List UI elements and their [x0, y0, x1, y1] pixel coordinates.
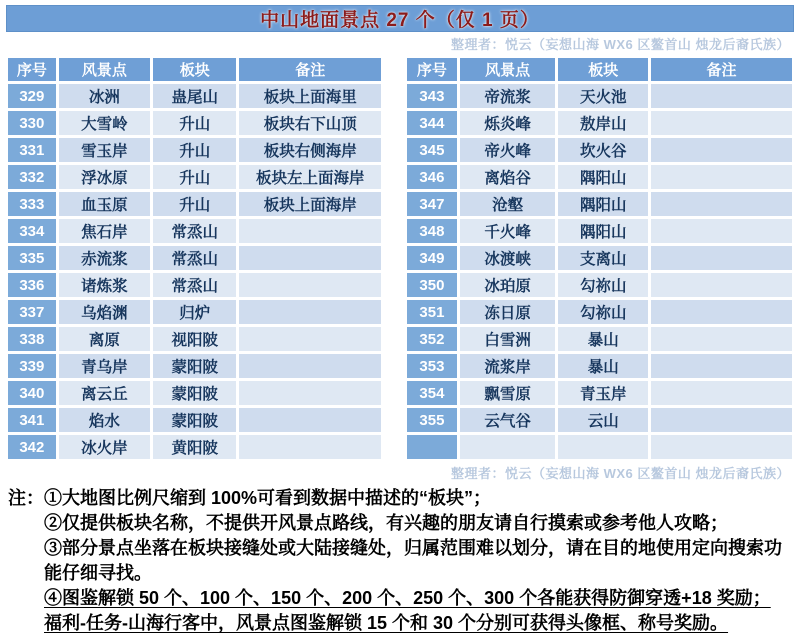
- table-row: [407, 138, 792, 162]
- left-cell-note: 板块右下山顶: [239, 111, 381, 135]
- right-cell-note: [651, 111, 792, 135]
- left-cell-spot: 诸炼浆: [59, 273, 150, 297]
- left-cell-area: 升山: [153, 111, 236, 135]
- right-cell-no: 345: [407, 138, 457, 162]
- right-cell-no: 343: [407, 84, 457, 108]
- left-cell-note: 板块右侧海岸: [239, 138, 381, 162]
- left-cell-spot: 离云丘: [59, 381, 150, 405]
- left-cell-no: 336: [8, 273, 56, 297]
- right-table: [404, 55, 795, 462]
- right-header-area: 板块: [558, 58, 648, 81]
- right-cell-spot: 冰渡峡: [460, 246, 556, 270]
- left-cell-note: 板块上面海里: [239, 84, 381, 108]
- left-cell-no: 334: [8, 219, 56, 243]
- table-row: [407, 354, 792, 378]
- left-cell-note: [239, 246, 381, 270]
- right-header-no: 序号: [407, 58, 457, 81]
- note-line-4: ④图鉴解锁 50 个、100 个、150 个、200 个、250 个、300 个各能获得防御穿透+18 奖励；: [44, 588, 771, 608]
- right-cell-note: [651, 219, 792, 243]
- table-row: [407, 111, 792, 135]
- right-cell-spot: 帝流浆: [460, 84, 556, 108]
- notes-body: [44, 486, 796, 636]
- table-row: [8, 327, 381, 351]
- right-cell-area: 天火池: [558, 84, 648, 108]
- right-cell-no: 354: [407, 381, 457, 405]
- left-cell-note: [239, 435, 381, 459]
- table-row: [407, 381, 792, 405]
- note-line-2: ②仅提供板块名称，不提供开风景点路线，有兴趣的朋友请自行摸索或参考他人攻略；: [44, 513, 728, 533]
- table-row: [8, 111, 381, 135]
- left-cell-area: 升山: [153, 138, 236, 162]
- left-cell-area: 视阳陂: [153, 327, 236, 351]
- right-cell-area: 云山: [558, 408, 648, 432]
- note-line-5: 福利-任务-山海行客中，风景点图鉴解锁 15 个和 30 个分别可获得头像框、称号奖励。: [44, 613, 729, 633]
- left-cell-note: [239, 327, 381, 351]
- left-cell-no: 337: [8, 300, 56, 324]
- left-header-spot: 风景点: [59, 58, 150, 81]
- table-row: [407, 219, 792, 243]
- table-row: [8, 165, 381, 189]
- table-row: [407, 408, 792, 432]
- right-cell-area: [558, 435, 648, 459]
- table-row: [8, 84, 381, 108]
- watermark-top: 整理者：悦云（妄想山海 WX6 区鳌首山 烛龙后裔氏族）: [450, 37, 790, 52]
- left-cell-area: 蒙阳陂: [153, 408, 236, 432]
- right-table-header-row: [407, 58, 792, 81]
- table-row: [8, 138, 381, 162]
- left-cell-note: 板块左上面海岸: [239, 165, 381, 189]
- left-cell-no: 342: [8, 435, 56, 459]
- right-cell-note: [651, 354, 792, 378]
- table-row: [407, 300, 792, 324]
- table-row: [8, 408, 381, 432]
- right-cell-spot: 飘雪原: [460, 381, 556, 405]
- left-cell-area: 黄阳陂: [153, 435, 236, 459]
- left-cell-note: 板块上面海岸: [239, 192, 381, 216]
- left-cell-note: [239, 273, 381, 297]
- right-cell-spot: 帝火峰: [460, 138, 556, 162]
- left-cell-area: 蛊尾山: [153, 84, 236, 108]
- left-cell-no: 332: [8, 165, 56, 189]
- right-cell-note: [651, 192, 792, 216]
- watermark-row-bottom: [0, 462, 800, 483]
- table-row: [407, 327, 792, 351]
- left-cell-spot: 大雪岭: [59, 111, 150, 135]
- right-cell-no: 350: [407, 273, 457, 297]
- left-cell-area: 常烝山: [153, 273, 236, 297]
- right-header-note: 备注: [651, 58, 792, 81]
- right-cell-spot: 沧壑: [460, 192, 556, 216]
- table-row: [407, 273, 792, 297]
- table-row: [407, 192, 792, 216]
- table-row: [407, 435, 792, 459]
- table-row: [8, 435, 381, 459]
- left-cell-no: 340: [8, 381, 56, 405]
- right-cell-spot: 云气谷: [460, 408, 556, 432]
- left-header-no: 序号: [8, 58, 56, 81]
- right-cell-note: [651, 165, 792, 189]
- left-cell-note: [239, 300, 381, 324]
- left-cell-area: 归炉: [153, 300, 236, 324]
- right-cell-spot: 千火峰: [460, 219, 556, 243]
- right-cell-area: 坎火谷: [558, 138, 648, 162]
- left-cell-spot: 雪玉岸: [59, 138, 150, 162]
- tables-container: [0, 55, 800, 462]
- left-cell-area: 蒙阳陂: [153, 381, 236, 405]
- left-cell-note: [239, 408, 381, 432]
- right-cell-spot: 白雪洲: [460, 327, 556, 351]
- right-cell-no: 352: [407, 327, 457, 351]
- right-cell-spot: 冰珀原: [460, 273, 556, 297]
- left-cell-area: 常烝山: [153, 246, 236, 270]
- notes-section: [0, 484, 800, 636]
- left-cell-spot: 焰水: [59, 408, 150, 432]
- watermark-row-top: [0, 32, 800, 55]
- left-cell-area: 蒙阳陂: [153, 354, 236, 378]
- table-row: [407, 165, 792, 189]
- left-cell-spot: 离原: [59, 327, 150, 351]
- left-cell-note: [239, 219, 381, 243]
- right-cell-no: 347: [407, 192, 457, 216]
- right-cell-no: 344: [407, 111, 457, 135]
- left-header-note: 备注: [239, 58, 381, 81]
- right-cell-note: [651, 273, 792, 297]
- right-cell-area: 暴山: [558, 327, 648, 351]
- right-cell-area: 支离山: [558, 246, 648, 270]
- right-cell-area: 青玉岸: [558, 381, 648, 405]
- table-row: [407, 246, 792, 270]
- left-cell-spot: 焦石岸: [59, 219, 150, 243]
- left-cell-no: 330: [8, 111, 56, 135]
- right-cell-area: 勾祢山: [558, 273, 648, 297]
- right-cell-area: 隅阳山: [558, 219, 648, 243]
- left-cell-no: 335: [8, 246, 56, 270]
- left-cell-area: 常烝山: [153, 219, 236, 243]
- left-cell-area: 升山: [153, 192, 236, 216]
- table-row: [8, 300, 381, 324]
- right-cell-area: 暴山: [558, 354, 648, 378]
- right-cell-no: 346: [407, 165, 457, 189]
- right-cell-note: [651, 408, 792, 432]
- table-row: [8, 192, 381, 216]
- right-cell-spot: [460, 435, 556, 459]
- table-row: [407, 84, 792, 108]
- title-bar: [6, 5, 794, 32]
- left-cell-no: 339: [8, 354, 56, 378]
- notes-prefix: 注：: [8, 488, 44, 508]
- right-cell-area: 勾祢山: [558, 300, 648, 324]
- left-cell-spot: 乌焰渊: [59, 300, 150, 324]
- note-line-3: ③部分景点坐落在板块接缝处或大陆接缝处，归属范围难以划分，请在目的地使用定向搜索功能仔细寻找。: [44, 538, 782, 583]
- table-row: [8, 381, 381, 405]
- right-cell-area: 敖岸山: [558, 111, 648, 135]
- left-cell-spot: 青乌岸: [59, 354, 150, 378]
- left-cell-area: 升山: [153, 165, 236, 189]
- table-row: [8, 219, 381, 243]
- right-cell-no: 353: [407, 354, 457, 378]
- right-cell-no: 349: [407, 246, 457, 270]
- right-cell-spot: 烁炎峰: [460, 111, 556, 135]
- right-cell-spot: 离焰谷: [460, 165, 556, 189]
- left-cell-spot: 冰火岸: [59, 435, 150, 459]
- page-title: 中山地面景点 27 个（仅 1 页）: [260, 10, 540, 31]
- right-cell-note: [651, 435, 792, 459]
- right-cell-note: [651, 327, 792, 351]
- right-header-spot: 风景点: [460, 58, 556, 81]
- table-row: [8, 354, 381, 378]
- left-cell-no: 341: [8, 408, 56, 432]
- left-table-header-row: [8, 58, 381, 81]
- left-cell-spot: 浮冰原: [59, 165, 150, 189]
- left-cell-no: 338: [8, 327, 56, 351]
- right-cell-area: 隅阳山: [558, 192, 648, 216]
- right-cell-spot: 冻日原: [460, 300, 556, 324]
- left-cell-no: 329: [8, 84, 56, 108]
- note-line-1: ①大地图比例尺缩到 100%可看到数据中描述的“板块”；: [44, 488, 492, 508]
- left-cell-spot: 赤流浆: [59, 246, 150, 270]
- left-table: [5, 55, 384, 462]
- right-cell-spot: 流浆岸: [460, 354, 556, 378]
- table-row: [8, 246, 381, 270]
- right-cell-note: [651, 381, 792, 405]
- right-cell-no: 351: [407, 300, 457, 324]
- right-cell-note: [651, 138, 792, 162]
- left-cell-no: 331: [8, 138, 56, 162]
- right-cell-note: [651, 84, 792, 108]
- table-row: [8, 273, 381, 297]
- right-cell-no: 355: [407, 408, 457, 432]
- left-cell-spot: 冰洲: [59, 84, 150, 108]
- right-cell-no: [407, 435, 457, 459]
- page: [0, 5, 800, 643]
- left-cell-spot: 血玉原: [59, 192, 150, 216]
- right-cell-no: 348: [407, 219, 457, 243]
- left-cell-note: [239, 381, 381, 405]
- left-header-area: 板块: [153, 58, 236, 81]
- right-cell-area: 隅阳山: [558, 165, 648, 189]
- right-cell-note: [651, 300, 792, 324]
- left-cell-no: 333: [8, 192, 56, 216]
- watermark-bottom: 整理者：悦云（妄想山海 WX6 区鳌首山 烛龙后裔氏族）: [450, 466, 790, 481]
- left-cell-note: [239, 354, 381, 378]
- right-cell-note: [651, 246, 792, 270]
